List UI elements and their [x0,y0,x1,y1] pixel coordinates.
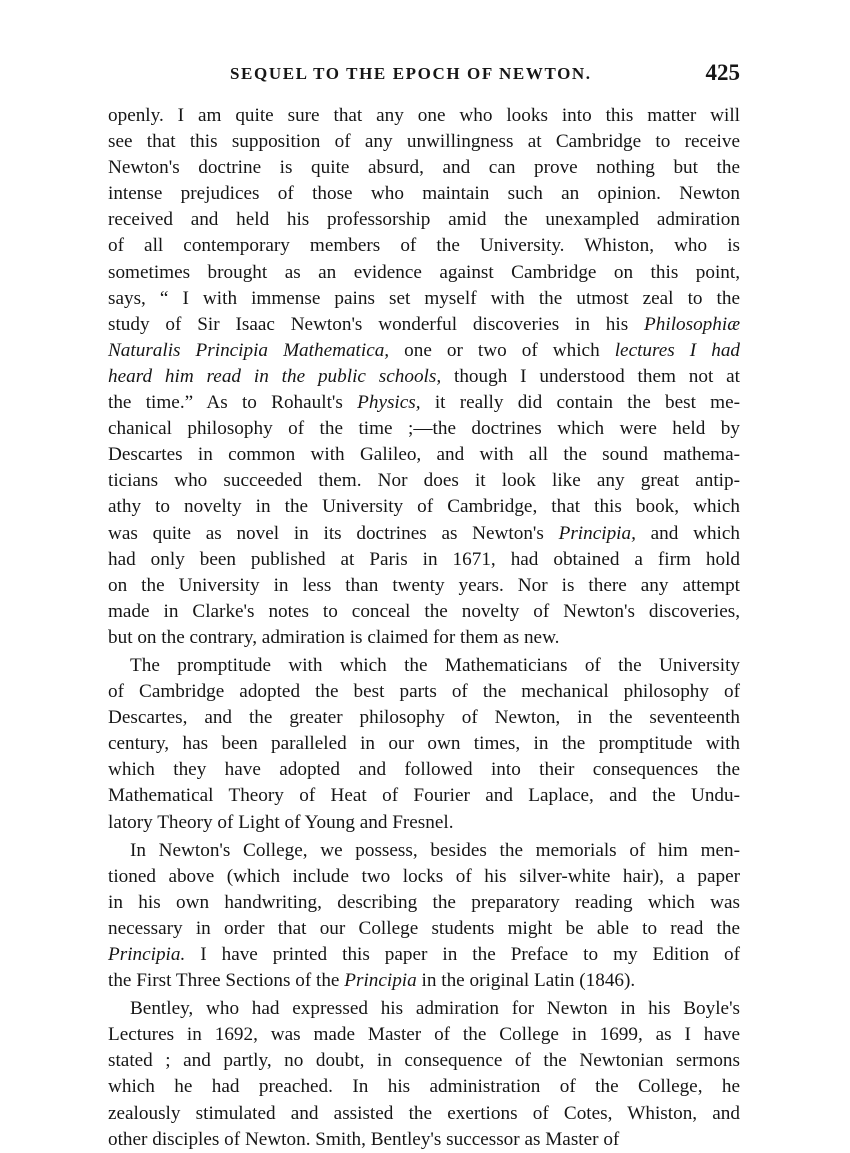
text-line: Descartes in common with Galileo, and with all the sound mathema- [108,444,740,466]
paragraph [108,996,740,1153]
text-line: had only been published at Paris in 1671, had obtained a firm hold [108,548,740,570]
text-line: made in Clarke's notes to conceal the novelty of Newton's discoveries, [108,600,740,622]
text-line: received and held his professorship amid the unexampled admiration [108,209,740,231]
text-line: Descartes, and the greater philosophy of Newton, in the seventeenth [108,707,740,729]
text-line: Newton's doctrine is quite absurd, and can prove nothing but the [108,157,740,179]
paragraph [108,838,740,995]
text-line: the First Three Sections of the Principia in the original Latin (1846). [108,970,636,992]
text-line: tioned above (which include two locks of his silver-white hair), a paper [108,865,740,887]
text-line: which they have adopted and followed into their consequences the [108,759,740,781]
text-line: Bentley, who had expressed his admiration for Newton in his Boyle's [130,998,740,1020]
text-line: In Newton's College, we possess, besides the memorials of him men- [130,839,740,861]
text-line: but on the contrary, admiration is claimed for them as new. [108,626,560,648]
text-line: intense prejudices of those who maintain such an opinion. Newton [108,183,740,205]
text-line: the time.” As to Rohault's Physics, it really did contain the best me- [108,392,741,414]
text-line: Lectures in 1692, was made Master of the College in 1699, as I have [108,1024,740,1046]
paragraph [108,103,740,651]
text-line: heard him read in the public schools, though I understood them not at [108,365,740,387]
body-text [108,103,740,1153]
text-line: ticians who succeeded them. Nor does it look like any great antip- [108,470,740,492]
text-line: other disciples of Newton. Smith, Bentley's successor as Master of [108,1128,620,1150]
text-line: openly. I am quite sure that any one who looks into this matter will [108,105,740,126]
text-line: The promptitude with which the Mathematicians of the University [130,654,740,676]
text-line: chanical philosophy of the time ;—the doctrines which were held by [108,418,740,440]
running-head [108,62,740,92]
text-line: was quite as novel in its doctrines as Newton's Principia, and which [108,522,740,544]
text-line: Mathematical Theory of Heat of Fourier and Laplace, and the Undu- [108,785,740,807]
text-line: necessary in order that our College students might be able to read the [108,917,740,939]
text-line: study of Sir Isaac Newton's wonderful discoveries in his Philosophiæ [108,313,740,335]
text-line: Principia. I have printed this paper in the Preface to my Edition of [108,944,740,965]
running-title: SEQUEL TO THE EPOCH OF NEWTON. [230,64,592,83]
text-line: stated ; and partly, no doubt, in consequence of the Newtonian sermons [108,1050,740,1072]
text-line: latory Theory of Light of Young and Fresnel. [108,811,454,833]
text-line: Naturalis Principia Mathematica, one or two of which lectures I had [108,339,741,361]
text-line: century, has been paralleled in our own times, in the promptitude with [108,733,740,755]
text-line: says, “ I with immense pains set myself with the utmost zeal to the [108,287,740,309]
text-line: see that this supposition of any unwillingness at Cambridge to receive [108,131,740,153]
text-line: zealously stimulated and assisted the exertions of Cotes, Whiston, and [108,1102,740,1124]
text-line: athy to novelty in the University of Cambridge, that this book, which [108,496,740,518]
paragraph [108,653,740,836]
text-line: on the University in less than twenty years. Nor is there any attempt [108,574,740,596]
text-line: of Cambridge adopted the best parts of the mechanical philosophy of [108,681,740,703]
text-line: sometimes brought as an evidence against Cambridge on this point, [108,261,740,283]
text-line: in his own handwriting, describing the preparatory reading which was [108,891,740,913]
page-number: 425 [705,60,740,85]
text-line: of all contemporary members of the University. Whiston, who is [108,235,740,257]
text-line: which he had preached. In his administration of the College, he [108,1076,740,1098]
